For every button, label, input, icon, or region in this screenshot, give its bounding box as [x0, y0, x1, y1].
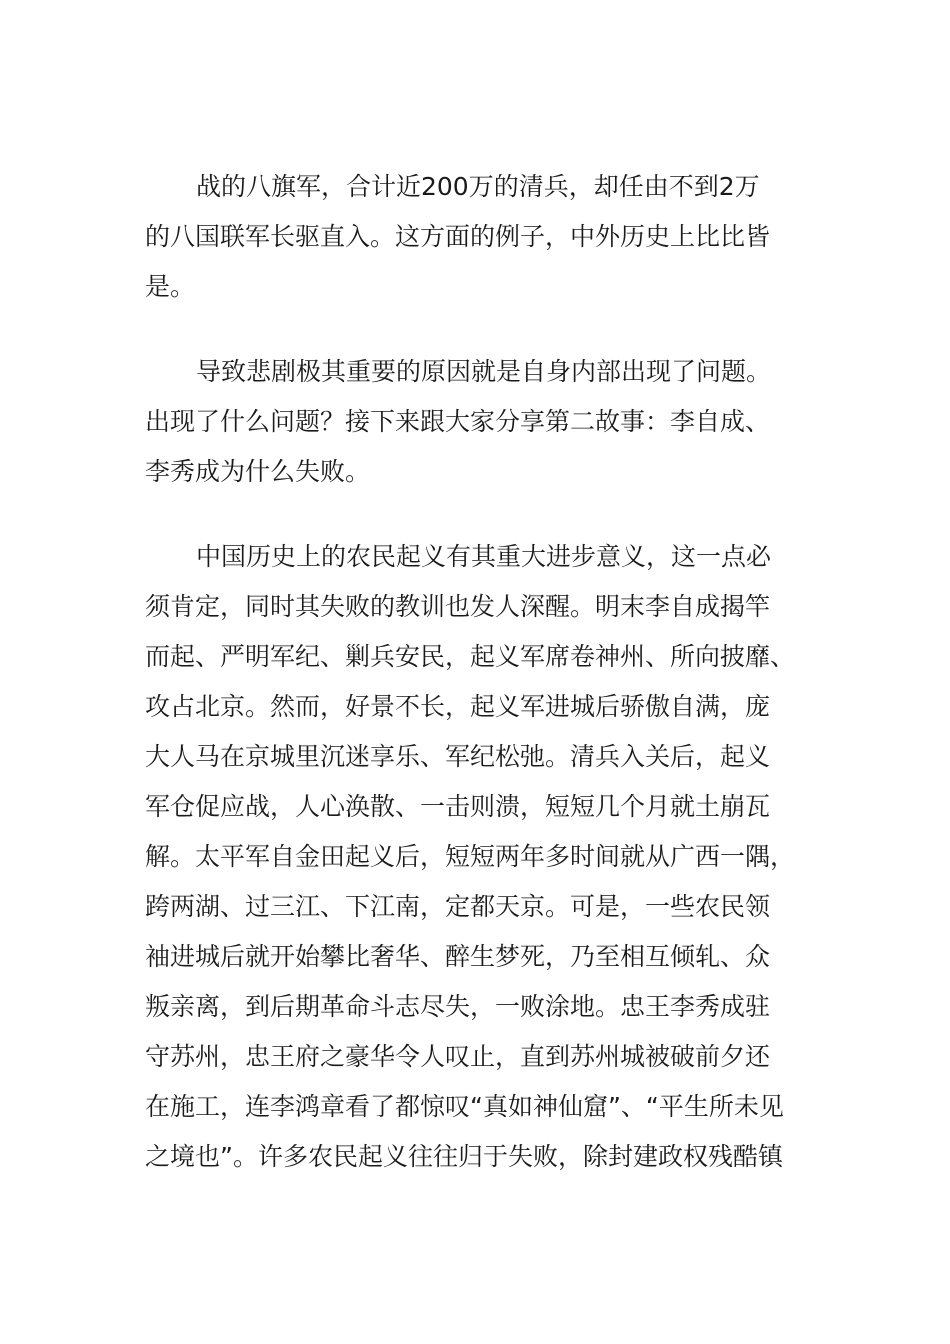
paragraph-3-line-2: 须肯定，同时其失败的教训也发人深醒。明末李自成揭竿	[145, 592, 771, 621]
paragraph-3-line-6: 军仓促应战，人心涣散、一击则溃，短短几个月就土崩瓦	[145, 792, 771, 821]
paragraph-3-line-8: 跨两湖、过三江、下江南，定都天京。可是，一些农民领	[145, 892, 771, 921]
paragraph-1-line-2: 的八国联军长驱直入。这方面的例子，中外历史上比比皆	[145, 222, 771, 251]
paragraph-3-line-3: 而起、严明军纪、剿兵安民，起义军席卷神州、所向披靡、	[145, 642, 796, 671]
paragraph-3-line-13: 之境也”。许多农民起义往往归于失败，除封建政权残酷镇	[145, 1142, 783, 1171]
paragraph-3-line-10: 叛亲离，到后期革命斗志尽失，一败涂地。忠王李秀成驻	[145, 992, 771, 1021]
paragraph-1-line-1: 战的八旗军，合计近200万的清兵，却任由不到2万	[196, 172, 760, 201]
paragraph-1-line-3: 是。	[145, 272, 196, 301]
paragraph-3-line-1: 中国历史上的农民起义有其重大进步意义，这一点必	[196, 542, 772, 571]
paragraph-3-line-7: 解。太平军自金田起义后，短短两年多时间就从广西一隅，	[145, 842, 796, 871]
paragraph-2-line-2: 出现了什么问题？接下来跟大家分享第二故事：李自成、	[145, 407, 771, 436]
paragraph-2-line-1: 导致悲剧极其重要的原因就是自身内部出现了问题。	[196, 357, 772, 386]
paragraph-3-line-5: 大人马在京城里沉迷享乐、军纪松弛。清兵入关后，起义	[145, 742, 771, 771]
paragraph-3-line-12: 在施工，连李鸿章看了都惊叹“真如神仙窟”、“平生所未见	[145, 1092, 784, 1121]
paragraph-3-line-9: 袖进城后就开始攀比奢华、醉生梦死，乃至相互倾轧、众	[145, 942, 771, 971]
paragraph-3-line-4: 攻占北京。然而，好景不长，起义军进城后骄傲自满，庞	[145, 692, 771, 721]
paragraph-3-line-11: 守苏州，忠王府之豪华令人叹止，直到苏州城被破前夕还	[145, 1042, 771, 1071]
paragraph-2-line-3: 李秀成为什么失败。	[145, 457, 371, 486]
